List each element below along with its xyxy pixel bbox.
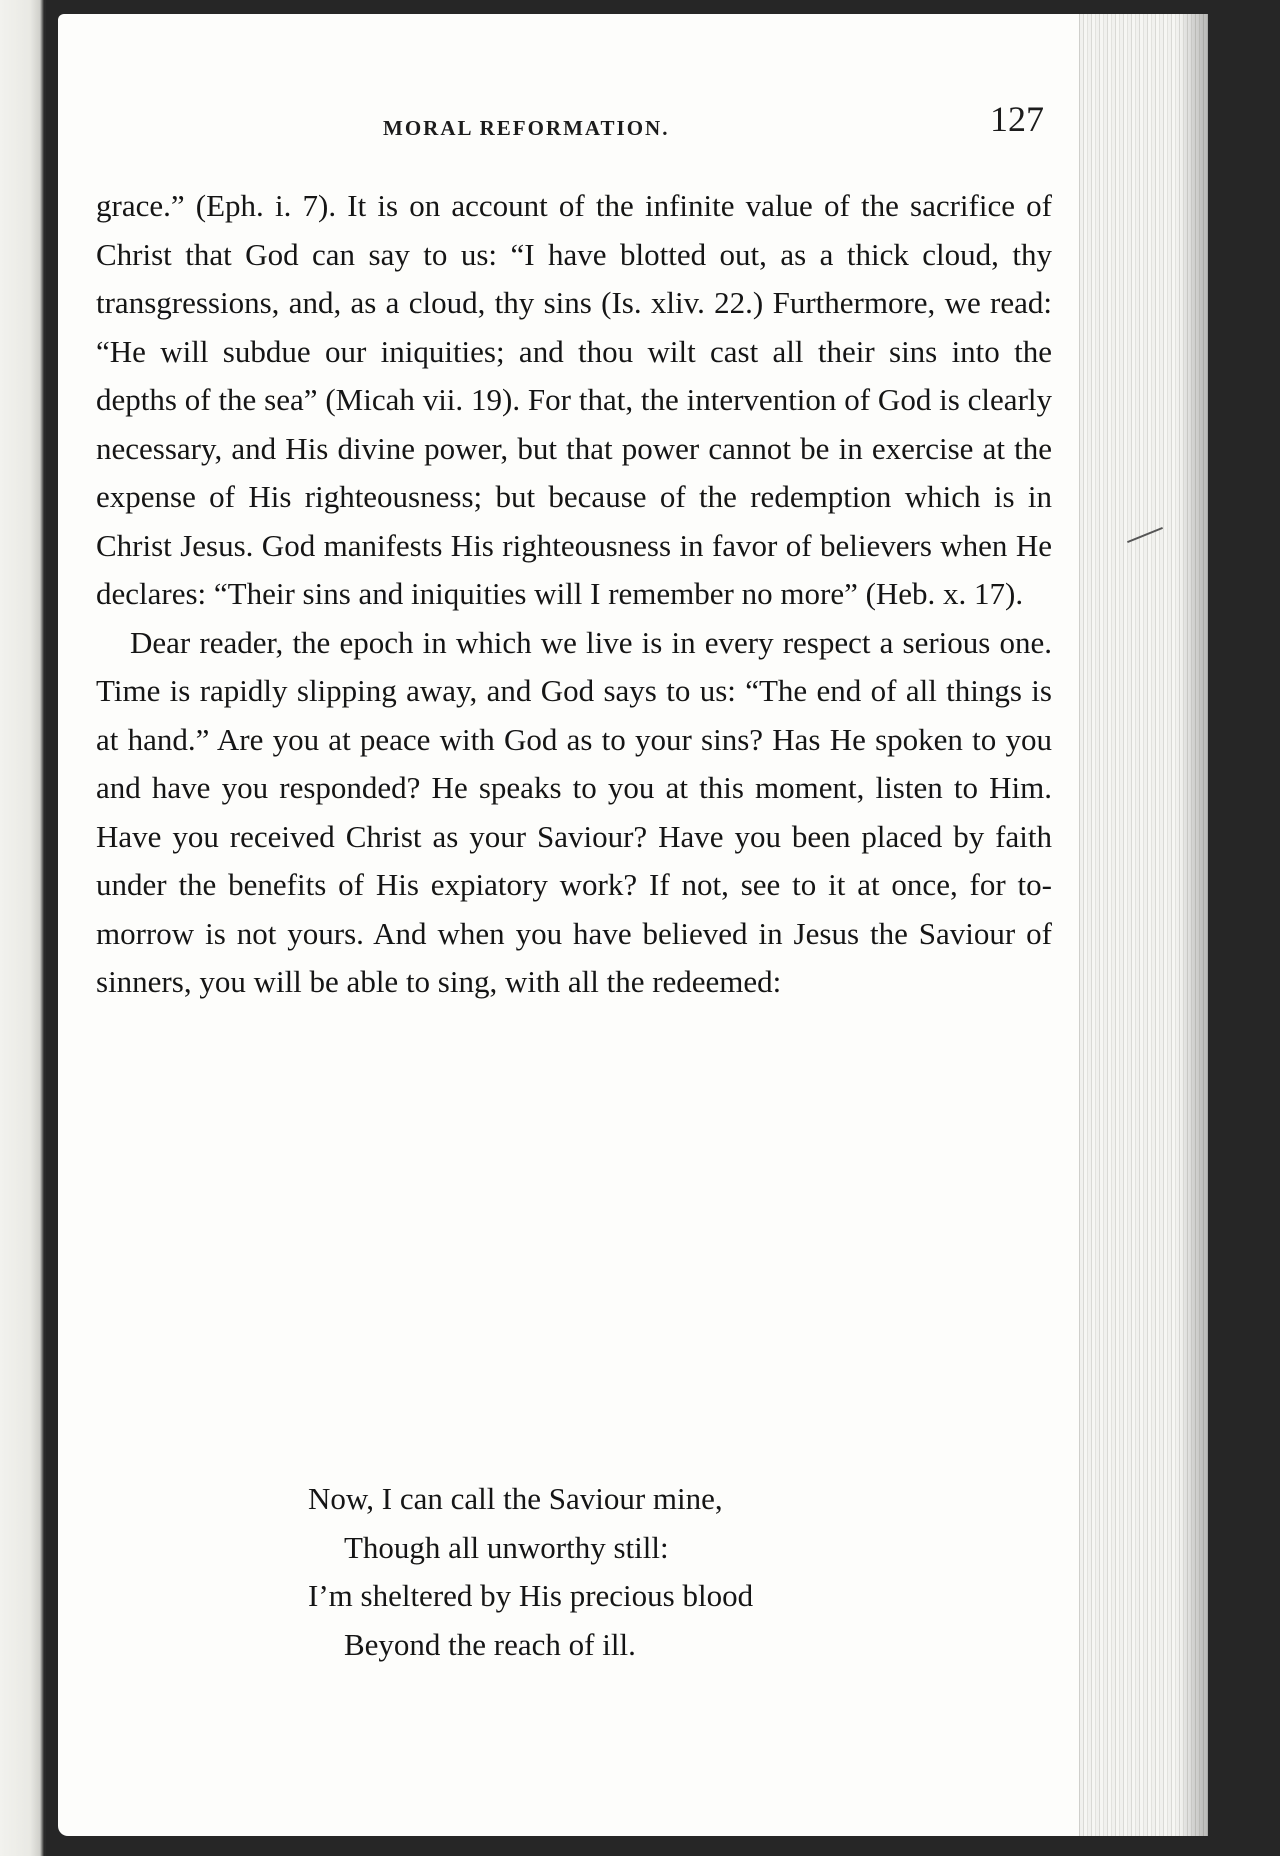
poem-line-3: I’m sheltered by His precious blood [308, 1578, 754, 1613]
poem-line-2: Though all unworthy still: [344, 1529, 669, 1565]
facing-page-edge [0, 0, 46, 1856]
paragraph-2: Dear reader, the epoch in which we live is in every respect a serious one. Time is rapidly slipping away, and God says to us: “The end of all things is at hand.” Are you at peace with God as to your sins? Has He spoken to you and have you responded? He speaks to you at this moment, listen to Him. Have you received Christ as your Saviour? Have you been placed by faith under the benefits of His expiatory work? If not, see to it at once, for to-morrow is not yours. And when you have believed in Jesus the Saviour of sinners, you will be able to sing, with all the redeemed: [96, 624, 1052, 999]
poem-line-1: Now, I can call the Saviour mine, [308, 1481, 723, 1516]
page-header [58, 98, 1058, 146]
poem-line-4: Beyond the reach of ill. [344, 1626, 636, 1662]
paragraph-1: grace.” (Eph. i. 7). It is on account of the infinite value of the sacrifice of Christ that God can say to us: “I have blotted out, as a thick cloud, thy transgressions, and, as a cloud, thy sins (Is. xliv. 22.) Furthermore, we read: “He will subdue our iniquities; and thou wilt cast all their sins into the depths of the sea” (Micah vii. 19). For that, the intervention of God is clearly necessary, and His divine power, but that power cannot be in exercise at the expense of His righteousness; but because of the redemption which is in Christ Jesus. God manifests His righteousness in favor of believers when He declares: “Their sins and iniquities will I remember no more” (Heb. x. 17). [96, 188, 1052, 611]
page-edge-shadow [1178, 14, 1208, 1836]
book-page [58, 14, 1208, 1836]
page-number: 127 [990, 99, 1044, 139]
body-text [96, 182, 1052, 1007]
poem-stanza [308, 1475, 753, 1669]
running-head: MORAL REFORMATION. [383, 116, 670, 140]
